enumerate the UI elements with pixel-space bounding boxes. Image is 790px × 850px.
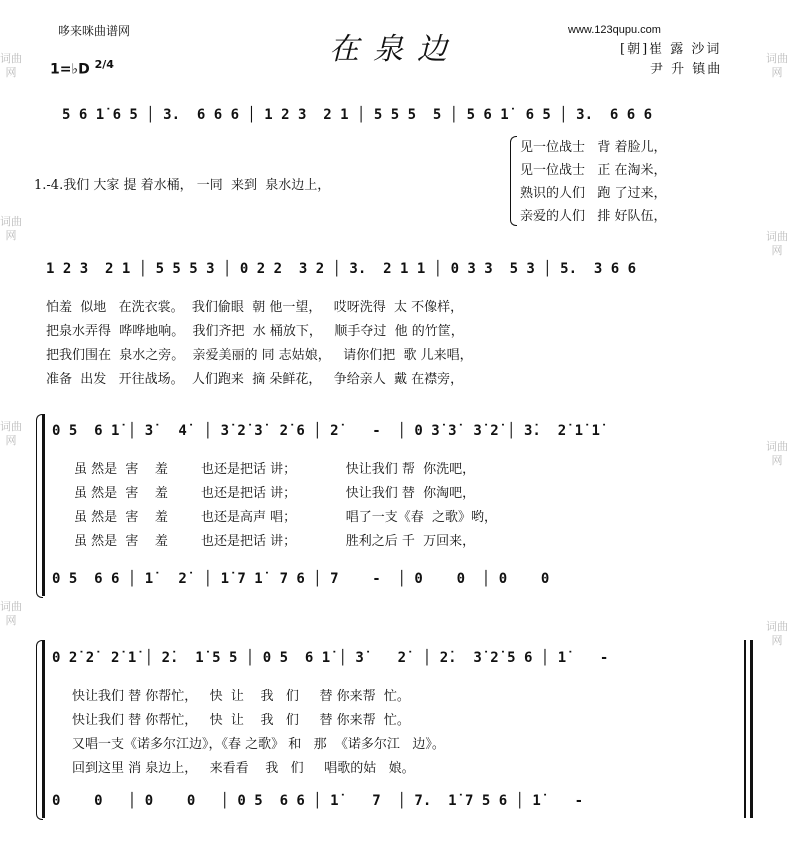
system3-brace [36, 414, 43, 598]
site-url-right: www.123qupu.com [568, 24, 661, 36]
system2-verse-1: 怕羞 似地 在洗衣裳。 我们偷眼 朝 他一望， 哎呀洗得 太 不像样， [46, 300, 464, 315]
system2-verse-4: 准备 出发 开往战场。 人们跑来 摘 朵鲜花， 争给亲人 戴 在襟旁， [46, 372, 464, 387]
system4-lower-notes: 0 0 │ 0 0 │ 0 5 6 6 │ 1̇ 7 │ 7. 1̇ 7 5 6 │ 1̇ - [52, 793, 584, 809]
watermark-left-2: 词曲网 [0, 215, 22, 242]
system1-notes: 5 6 1̇ 6 5 │ 3. 6 6 6 │ 1 2 3 2 1 │ 5 5 5 5 │ 5 6 1̇ 6 5 │ 3. 6 6 6 [62, 107, 653, 123]
system3-upper-notes: 0 5 6 1̇ │ 3̇ 4̇ │ 3̇ 2̇ 3̇ 2̇ 6 │ 2̇ - │ 0 3̇ 3̇ 3̇ 2̇ │ 3̇. 2̇ 1̇ 1̇ [52, 423, 600, 439]
time-signature: 2/4 [94, 58, 114, 71]
system2-verse-2: 把泉水弄得 哗哗地响。 我们齐把 水 桶放下， 顺手夺过 他 的竹筐， [46, 324, 464, 339]
site-name-left: 哆来咪曲谱网 [58, 24, 131, 38]
watermark-right-3: 词曲网 [766, 440, 788, 467]
watermark-left-3: 词曲网 [0, 420, 22, 447]
watermark-left-4: 词曲网 [0, 600, 22, 627]
system4-verse-3: 又唱一支《诺多尔江边》，《春 之歌》 和 那 《诺多尔江 边》。 [72, 737, 445, 752]
system3-verse-3: 虽 然是 害 羞 也还是高声 唱； 唱了一支《春 之歌》哟， [74, 510, 497, 525]
key-text: 1=♭D [50, 61, 90, 78]
system1-verse-2: 见一位战士 正 在淘米， [520, 163, 667, 178]
system4-verse-2: 快让我们 替 你帮忙， 快 让 我 们 替 你来帮 忙。 [72, 713, 410, 728]
system4-brace [36, 640, 43, 820]
final-barline-thick [750, 640, 753, 818]
system1-verse-4: 亲爱的人们 排 好队伍， [520, 209, 667, 224]
system4-verse-1: 快让我们 替 你帮忙， 快 让 我 们 替 你来帮 忙。 [72, 689, 410, 704]
system1-lyric-left: 1.-4.我们 大家 提 着水桶， 一同 来到 泉水边上， [34, 178, 331, 193]
system3-verse-4: 虽 然是 害 羞 也还是把话 讲； 胜利之后 千 万回来， [74, 534, 476, 549]
key-signature [50, 58, 114, 78]
system3-lower-notes: 0 5 6 6 │ 1̇ 2̇ │ 1̇ 7 1̇ 7 6 │ 7 - │ 0 0 │ 0 0 [52, 571, 550, 587]
system2-verse-3: 把我们围在 泉水之旁。 亲爱美丽的 同 志姑娘， 请你们把 歌 儿来唱， [46, 348, 473, 363]
watermark-left-1: 词曲网 [0, 52, 22, 79]
watermark-right-4: 词曲网 [766, 620, 788, 647]
final-barline-thin [744, 640, 746, 818]
composer-credit: 尹 升 镇曲 [650, 62, 723, 77]
lyricist-credit: [朝]崔 露 沙词 [620, 42, 722, 57]
system1-verse-3: 熟识的人们 跑 了过来， [520, 186, 667, 201]
watermark-right-2: 词曲网 [766, 230, 788, 257]
system4-verse-4: 回到这里 消 泉边上， 来看看 我 们 唱歌的姑 娘。 [72, 761, 415, 776]
system3-verse-1: 虽 然是 害 羞 也还是把话 讲； 快让我们 帮 你洗吧， [74, 462, 476, 477]
system3-verse-2: 虽 然是 害 羞 也还是把话 讲； 快让我们 替 你淘吧， [74, 486, 476, 501]
system1-verse-brace [510, 136, 517, 226]
song-title: 在泉边 [329, 32, 461, 67]
system2-notes: 1 2 3 2 1 │ 5 5 5 3 │ 0 2 2 3 2 │ 3. 2 1 1 │ 0 3 3 5 3 │ 5. 3 6 6 [46, 261, 637, 277]
system4-upper-notes: 0 2̇ 2̇ 2̇ 1̇ │ 2̇. 1̇ 5 5 │ 0 5 6 1̇ │ 3̇ 2̇ │ 2̇. 3̇ 2̇ 5 6 │ 1̇ - [52, 650, 609, 666]
system1-verse-1: 见一位战士 背 着脸儿， [520, 140, 667, 155]
watermark-right-1: 词曲网 [766, 52, 788, 79]
